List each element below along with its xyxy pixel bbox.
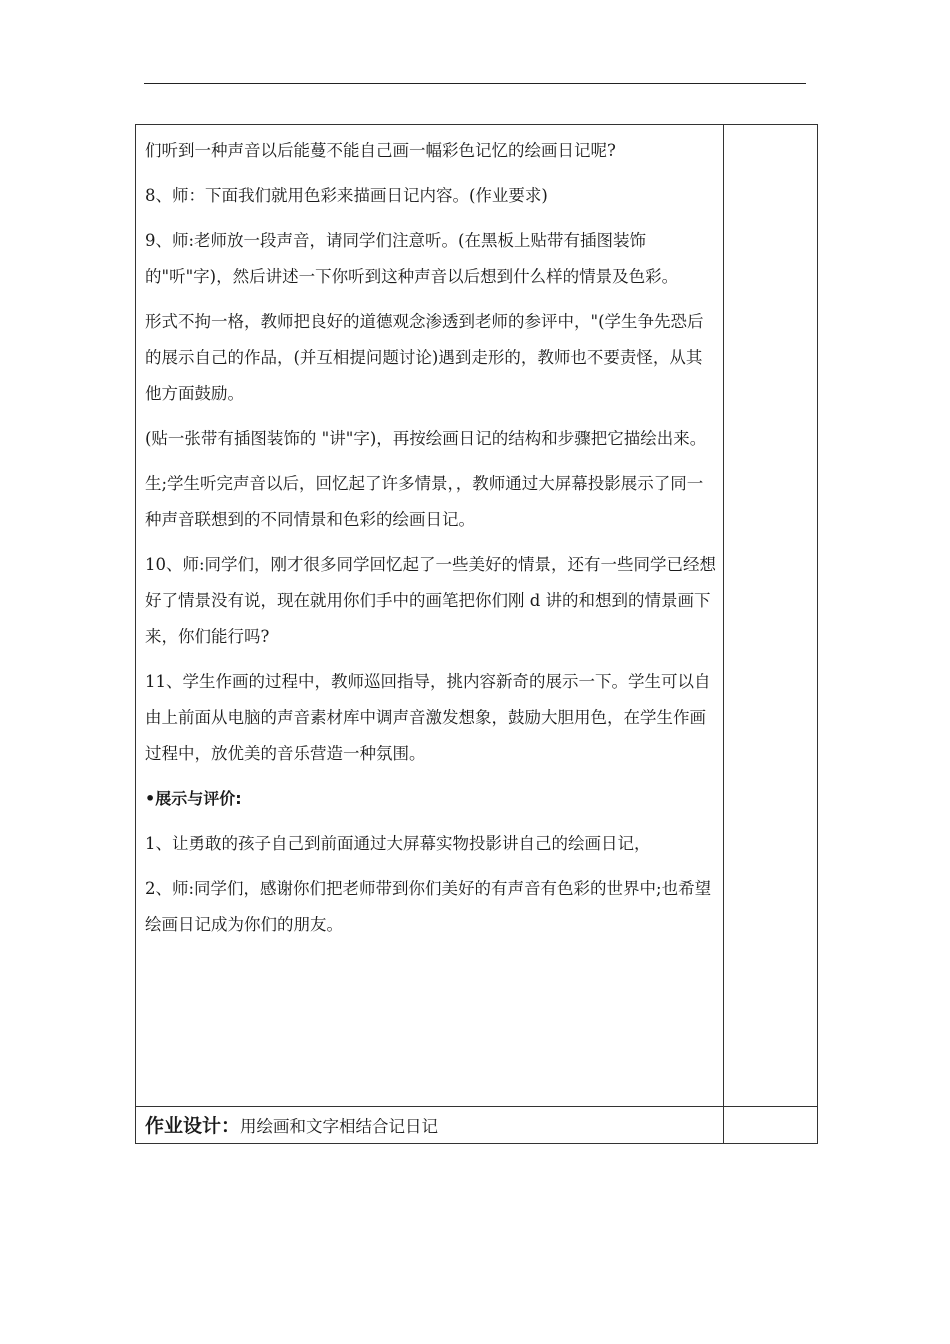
lesson-content <box>145 133 717 952</box>
paragraph: (贴一张带有插图装饰的 "讲"字)，再按绘画日记的结构和步骤把它描绘出来。 <box>145 429 707 448</box>
lesson-table <box>135 124 818 1144</box>
row-divider <box>136 1106 817 1107</box>
header-rule <box>144 83 806 84</box>
column-divider <box>723 125 724 1143</box>
paragraph: 1、让勇敢的孩子自己到前面通过大屏幕实物投影讲自己的绘画日记， <box>145 834 651 853</box>
homework-text: 用绘画和文字相结合记日记 <box>240 1117 439 1136</box>
paragraph: 生;学生听完声音以后，回忆起了许多情景，，教师通过大屏幕投影展示了同一种声音联想到的不同情景和色彩的绘画日记。 <box>145 474 704 529</box>
paragraph: 们听到一种声音以后能蔓不能自己画一幅彩色记忆的绘画日记呢? <box>145 141 616 160</box>
paragraph: 9、师:老师放一段声音，请同学们注意听。(在黑板上贴带有插图装饰的"听"字)，然后讲述一下你听到这种声音以后想到什么样的情景及色彩。 <box>145 231 679 286</box>
section-heading: •展示与评价: <box>145 789 242 808</box>
homework-row <box>145 1109 717 1143</box>
paragraph: 11、学生作画的过程中，教师巡回指导，挑内容新奇的展示一下。学生可以自由上前面从电脑的声音素材库中调声音激发想象，鼓励大胆用色，在学生作画过程中，放优美的音乐营造一种氛围。 <box>145 672 711 763</box>
homework-label: 作业设计： <box>145 1115 241 1137</box>
paragraph: 8、师：下面我们就用色彩来描画日记内容。(作业要求) <box>145 186 548 205</box>
paragraph: 2、师:同学们，感谢你们把老师带到你们美好的有声音有色彩的世界中;也希望绘画日记成为你们的朋友。 <box>145 879 712 934</box>
paragraph: 10、师:同学们，刚才很多同学回忆起了一些美好的情景，还有一些同学已经想好了情景没有说，现在就用你们手中的画笔把你们刚 d 讲的和想到的情景画下来，你们能行吗? <box>145 555 717 646</box>
paragraph: 形式不拘一格，教师把良好的道德观念渗透到老师的参评中，"(学生争先恐后的展示自己的作品，(并互相提问题讨论)遇到走形的，教师也不要责怪，从其他方面鼓励。 <box>145 312 704 403</box>
